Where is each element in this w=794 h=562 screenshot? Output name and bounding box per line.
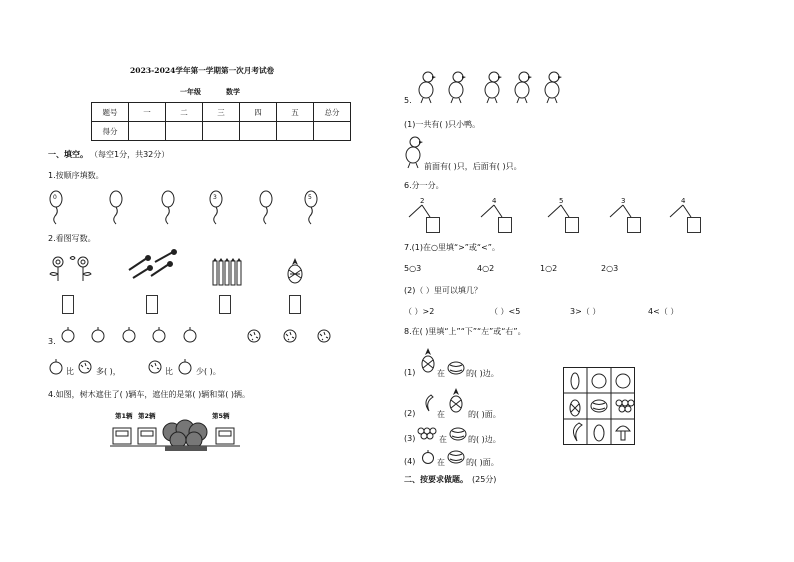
balloon-icon — [208, 190, 228, 226]
score-header-cell: 三 — [203, 103, 240, 122]
section1-note: （每空1分，共32分） — [90, 150, 170, 159]
answer-box[interactable] — [687, 217, 701, 233]
pineapple-icon — [420, 348, 436, 374]
answer-box[interactable] — [426, 217, 440, 233]
q1-text: 1.按顺序填数。 — [48, 171, 104, 180]
q8-line-prefix: (3) — [404, 434, 416, 443]
q3-more-text: 多( )， — [96, 367, 121, 376]
q8-line-prefix: (1) — [404, 368, 416, 377]
answer-box[interactable] — [289, 295, 301, 314]
q8-line-post: 的( )边。 — [466, 369, 499, 378]
brush-icon — [125, 250, 180, 280]
strawberry-icon — [148, 360, 162, 374]
q8-line-mid: 在 — [437, 458, 445, 467]
q8-line-post: 的( )面。 — [466, 458, 499, 467]
duck-icon — [513, 70, 533, 104]
balloon-icon — [258, 190, 278, 226]
flower-icon — [48, 254, 96, 282]
duck-icon — [447, 70, 467, 104]
cars-trees-icon — [110, 420, 240, 454]
q8-line-mid: 在 — [439, 435, 447, 444]
compare-item[interactable]: 2○3 — [601, 264, 619, 273]
q2-text: 2.看图写数。 — [48, 234, 96, 243]
answer-box[interactable] — [219, 295, 231, 314]
score-row-label: 得分 — [92, 122, 129, 141]
apple-icon — [177, 359, 193, 375]
answer-box[interactable] — [146, 295, 158, 314]
q8-line-prefix: (4) — [404, 457, 416, 466]
banana-icon — [421, 394, 435, 412]
balloon-number: 5 — [308, 194, 312, 201]
q3-label: 3. — [48, 337, 56, 346]
q8-line-mid: 在 — [437, 369, 445, 378]
score-input-cell[interactable] — [277, 122, 314, 141]
strawberry-icon — [247, 329, 261, 343]
q8-text: 8.在( )里填“上”“下”“左”或“右”。 — [404, 327, 526, 336]
subject-label: 数学 — [226, 88, 240, 96]
q5-label: 5. — [404, 96, 412, 105]
pencils-icon — [212, 258, 244, 286]
grapes-icon — [417, 426, 437, 440]
q8-line-prefix: (2) — [404, 409, 416, 418]
watermelon-icon — [447, 361, 465, 375]
q5-line1: (1)一共有( )只小鸭。 — [404, 120, 481, 129]
apple-icon — [60, 327, 76, 343]
answer-box[interactable] — [498, 217, 512, 233]
duck-icon — [483, 70, 503, 104]
apple-icon — [48, 359, 64, 375]
pineapple-icon — [286, 258, 304, 284]
apple-icon — [421, 450, 435, 464]
score-input-cell[interactable] — [314, 122, 351, 141]
balloon-icon — [160, 190, 180, 226]
split-top-number: 4 — [492, 197, 497, 205]
car-label: 第1辆 — [115, 412, 133, 420]
fill-item[interactable]: （ ）>2 — [404, 307, 435, 316]
balloon-icon — [48, 190, 68, 226]
split-top-number: 2 — [420, 197, 425, 205]
q8-line-mid: 在 — [437, 410, 445, 419]
grade-label: 一年级 — [180, 88, 201, 96]
duck-icon — [543, 70, 563, 104]
q6-text: 6.分一分。 — [404, 181, 444, 190]
balloon-number: 0 — [53, 194, 57, 201]
score-header-cell: 一 — [129, 103, 166, 122]
score-table — [91, 102, 351, 141]
split-top-number: 4 — [681, 197, 686, 205]
section2-note: (25分) — [472, 475, 497, 484]
score-input-cell[interactable] — [240, 122, 277, 141]
exam-title: 2023-2024学年第一学期第一次月考试卷 — [130, 66, 275, 75]
car-label: 第5辆 — [212, 412, 230, 420]
q7-2-text: (2)（ ）里可以填几？ — [404, 286, 482, 295]
fill-item[interactable]: 3>（ ） — [570, 307, 601, 316]
q3-bi: 比 — [66, 367, 74, 376]
apple-icon — [151, 327, 167, 343]
score-input-cell[interactable] — [203, 122, 240, 141]
q8-line-post: 的( )边。 — [468, 435, 501, 444]
apple-icon — [182, 327, 198, 343]
answer-box[interactable] — [627, 217, 641, 233]
answer-box[interactable] — [62, 295, 74, 314]
duck-icon — [417, 70, 437, 104]
watermelon-icon — [447, 450, 465, 464]
q4-text: 4.如图，树木遮住了( )辆车，遮住的是第( )辆和第( )辆。 — [48, 390, 250, 399]
fill-item[interactable]: （ ）<5 — [490, 307, 521, 316]
apple-icon — [90, 327, 106, 343]
q8-line-post: 的( )面。 — [468, 410, 501, 419]
watermelon-icon — [449, 427, 467, 441]
section2-heading: 二、按要求做题。 — [404, 475, 468, 484]
score-header-cell: 五 — [277, 103, 314, 122]
score-header-cell: 总分 — [314, 103, 351, 122]
q7-text: 7.(1)在○里填“>”或“<”。 — [404, 243, 500, 252]
strawberry-icon — [283, 329, 297, 343]
pineapple-icon — [448, 388, 464, 414]
section1-heading: 一、填空。 — [48, 150, 88, 159]
car-label: 第2辆 — [138, 412, 156, 420]
score-header-cell: 四 — [240, 103, 277, 122]
duck-icon — [404, 135, 424, 169]
fruit-grid — [563, 367, 635, 445]
q5-line2: 前面有( )只，后面有( )只。 — [424, 162, 522, 171]
compare-item[interactable]: 4○2 — [477, 264, 495, 273]
split-top-number: 5 — [559, 197, 564, 205]
apple-icon — [121, 327, 137, 343]
balloon-number: 3 — [213, 194, 217, 201]
score-input-cell[interactable] — [129, 122, 166, 141]
q3-bi: 比 — [165, 367, 173, 376]
balloon-icon — [303, 190, 323, 226]
strawberry-icon — [317, 329, 331, 343]
balloon-icon — [108, 190, 128, 226]
score-header-cell: 二 — [166, 103, 203, 122]
fill-item[interactable]: 4<（ ） — [648, 307, 679, 316]
answer-box[interactable] — [565, 217, 579, 233]
compare-item[interactable]: 1○2 — [540, 264, 558, 273]
strawberry-icon — [78, 360, 92, 374]
score-input-cell[interactable] — [166, 122, 203, 141]
score-header-cell: 题号 — [92, 103, 129, 122]
split-top-number: 3 — [621, 197, 626, 205]
q3-less-text: 少( )。 — [196, 367, 221, 376]
compare-item[interactable]: 5○3 — [404, 264, 422, 273]
